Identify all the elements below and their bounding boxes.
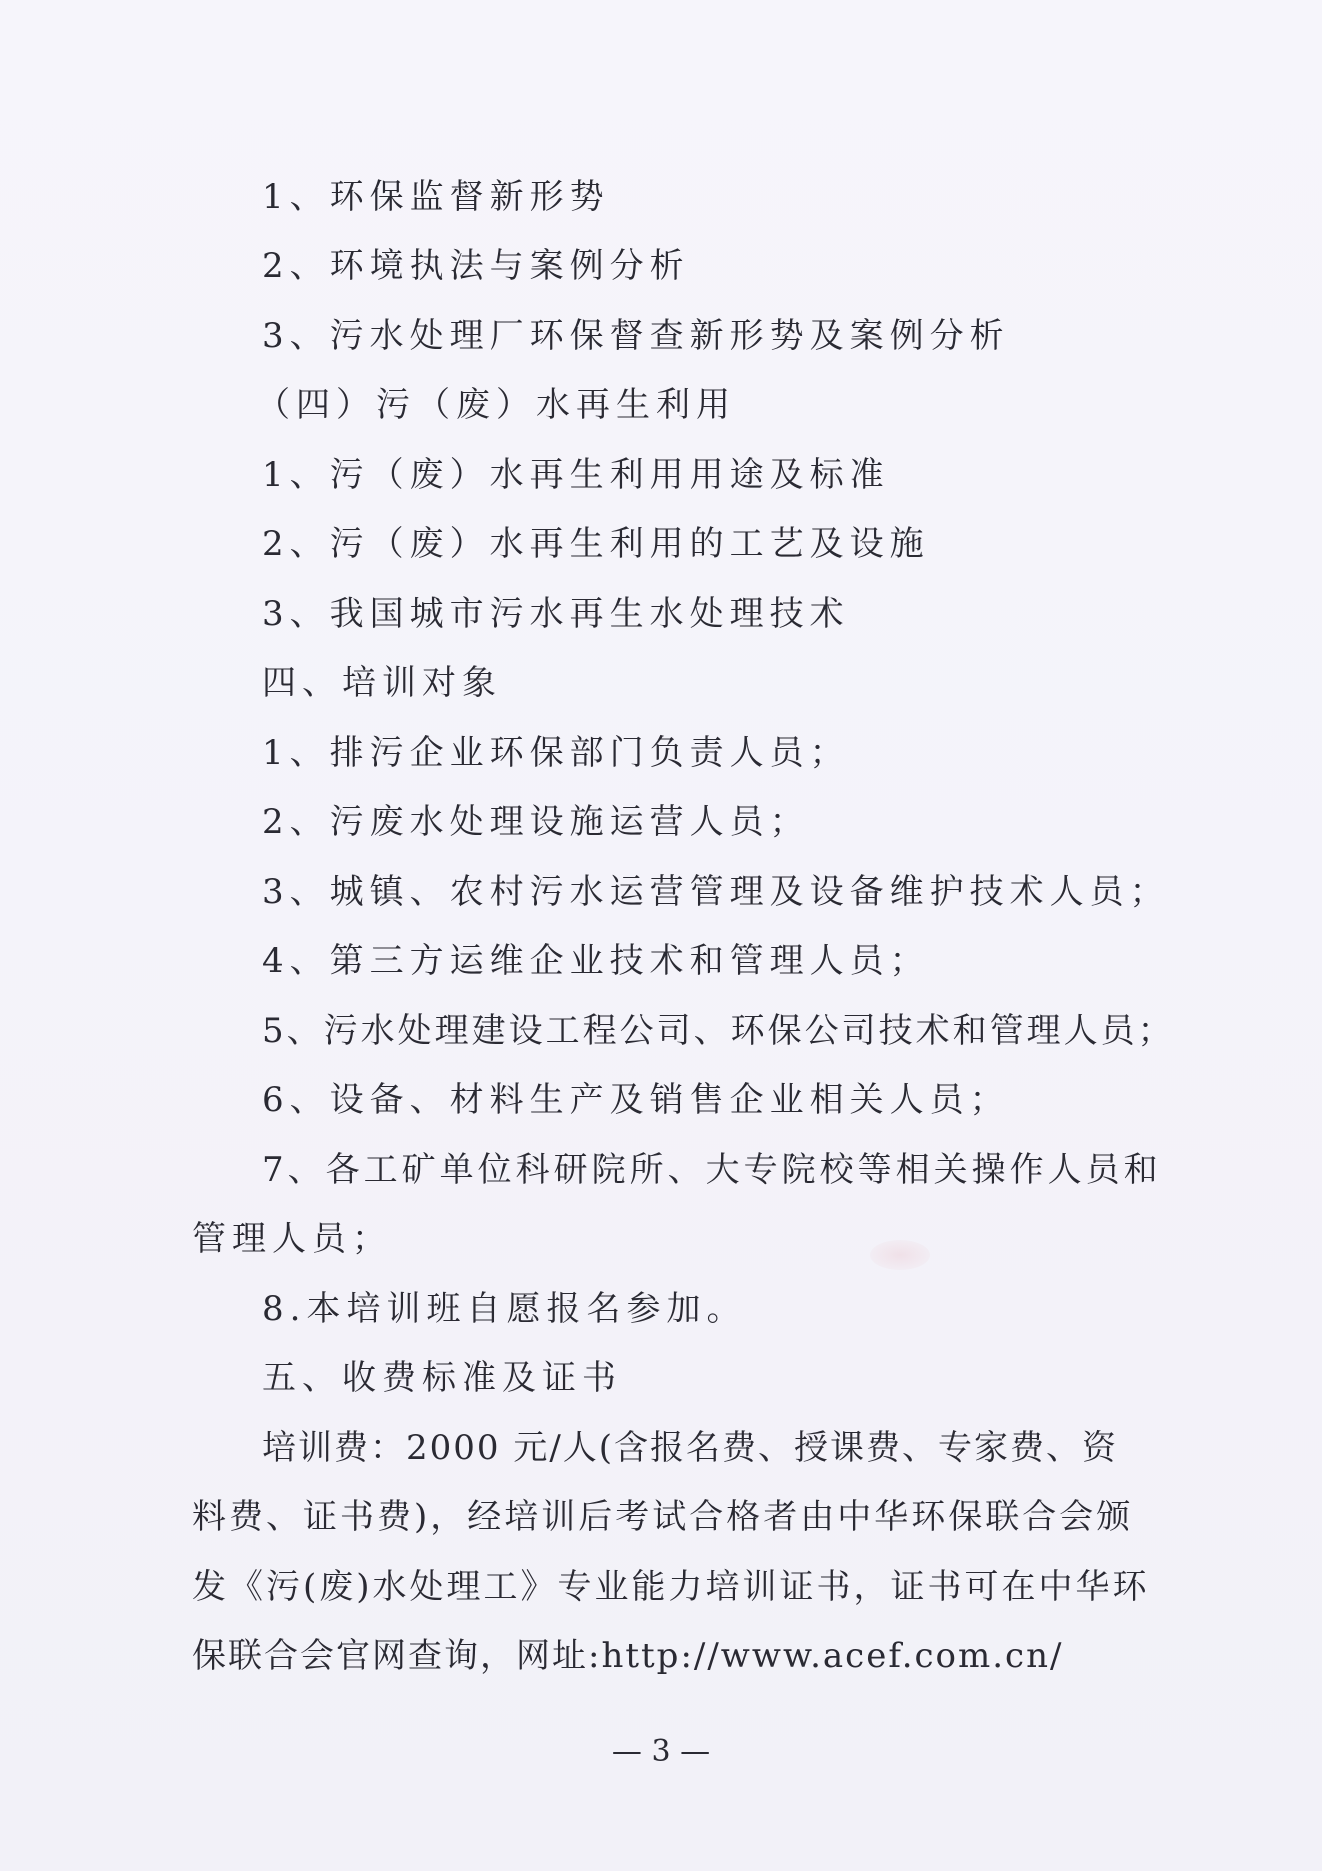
list-item-audience-7-cont: 管理人员； xyxy=(192,1219,392,1259)
list-item-audience-4: 4、第三方运维企业技术和管理人员； xyxy=(262,941,930,981)
section-heading-audience: 四、培训对象 xyxy=(262,663,502,703)
fee-paragraph-line-3: 发《污(废)水处理工》专业能力培训证书，证书可在中华环 xyxy=(192,1567,1150,1607)
fee-paragraph-line-1: 培训费：2000 元/人(含报名费、授课费、专家费、资 xyxy=(262,1428,1119,1468)
paper-stain xyxy=(870,1240,930,1270)
page-number: — 3 — xyxy=(611,1734,711,1769)
list-item-audience-1: 1、排污企业环保部门负责人员； xyxy=(262,733,850,773)
fee-paragraph-line-2: 料费、证书费)，经培训后考试合格者由中华环保联合会颁 xyxy=(192,1497,1134,1537)
list-item-reuse-process: 2、污（废）水再生利用的工艺及设施 xyxy=(262,524,930,564)
list-item-audience-3: 3、城镇、农村污水运营管理及设备维护技术人员； xyxy=(262,872,1170,912)
section-heading-fees: 五、收费标准及证书 xyxy=(262,1358,622,1398)
list-item-reuse-standards: 1、污（废）水再生利用用途及标准 xyxy=(262,455,890,495)
section-heading-reuse: （四）污（废）水再生利用 xyxy=(256,385,736,425)
list-item-inspection-cases: 3、污水处理厂环保督查新形势及案例分析 xyxy=(262,316,1010,356)
list-item-audience-2: 2、污废水处理设施运营人员； xyxy=(262,802,810,842)
list-item-supervision-trends: 1、环保监督新形势 xyxy=(262,177,610,217)
list-item-enforcement-cases: 2、环境执法与案例分析 xyxy=(262,246,690,286)
fee-paragraph-line-4: 保联合会官网查询，网址:http://www.acef.com.cn/ xyxy=(192,1636,1064,1676)
list-item-audience-8: 8.本培训班自愿报名参加。 xyxy=(262,1289,747,1329)
list-item-audience-6: 6、设备、材料生产及销售企业相关人员； xyxy=(262,1080,1010,1120)
list-item-reuse-technology: 3、我国城市污水再生水处理技术 xyxy=(262,594,850,634)
list-item-audience-5: 5、污水处理建设工程公司、环保公司技术和管理人员； xyxy=(262,1011,1175,1051)
list-item-audience-7: 7、各工矿单位科研院所、大专院校等相关操作人员和 xyxy=(262,1150,1162,1190)
